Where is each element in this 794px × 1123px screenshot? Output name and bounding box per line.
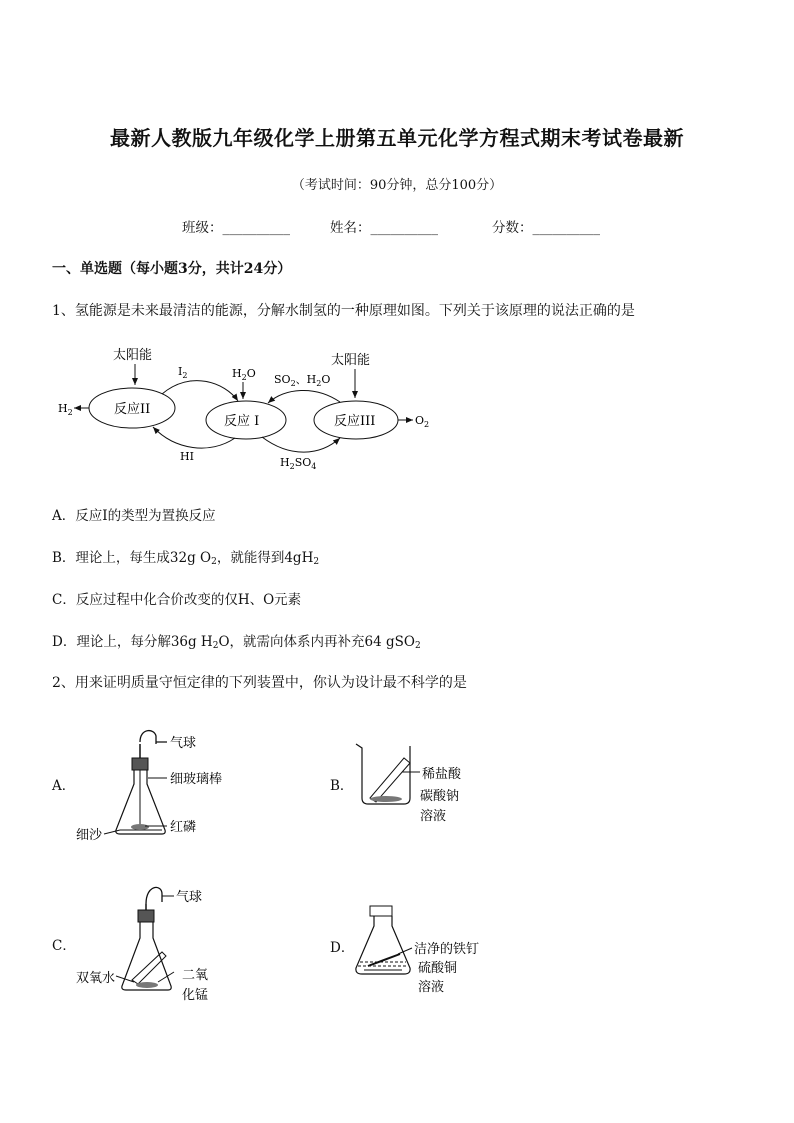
- d-copper-sulfate-label: 硫酸铜: [418, 961, 458, 976]
- apparatus-a-flask-diagram: [72, 722, 242, 847]
- reaction-3-label: 反应III: [334, 414, 376, 429]
- exam-title: 最新人教版九年级化学上册第五单元化学方程式期末考试卷最新: [110, 126, 684, 150]
- o2-product-label: $O_2$: [415, 414, 430, 429]
- q2-option-c-letter[interactable]: C．: [52, 938, 76, 954]
- q1-option-b[interactable]: B．理论上，每生成32g $O_2$，就能得到$4gH_2$: [52, 550, 320, 567]
- a-fine-sand-label: 细沙: [76, 828, 103, 843]
- b-hydrochloric-acid-label: 稀盐酸: [422, 767, 462, 782]
- q1-reaction-cycle-diagram: [50, 340, 450, 480]
- a-glass-rod-label: 细玻璃棒: [170, 772, 223, 787]
- h2so4-label: $H_2SO_4$: [280, 456, 317, 471]
- d-solution-label: 溶液: [418, 980, 445, 995]
- sun-energy-left: 太阳能: [113, 348, 153, 363]
- exam-subtitle: （考试时间：90分钟，总分100分）: [291, 178, 503, 193]
- q2-stem: 2、用来证明质量守恒定律的下列装置中，你认为设计最不科学的是: [52, 675, 467, 691]
- i2-label: $I_2$: [178, 365, 188, 380]
- apparatus-d-flask-diagram: [352, 900, 502, 1000]
- sun-energy-right: 太阳能: [331, 353, 371, 368]
- score-field: 分数：__________: [492, 220, 600, 236]
- h2-product-label: $H_2$: [58, 402, 73, 417]
- a-red-phosphorus-label: 红磷: [170, 820, 197, 835]
- c-manganese-dioxide-label-2: 化锰: [182, 988, 209, 1003]
- class-field: 班级：__________: [182, 220, 290, 236]
- b-solution-label: 溶液: [420, 809, 447, 824]
- c-manganese-dioxide-label-1: 二氧: [182, 968, 209, 983]
- q1-option-d[interactable]: D．理论上，每分解36g $H_2O$，就需向体系内再补充64 gSO$_2$: [52, 634, 421, 651]
- apparatus-b-beaker-diagram: [352, 736, 482, 831]
- b-sodium-carbonate-label: 碳酸钠: [420, 789, 460, 804]
- q2-option-a-letter[interactable]: A．: [52, 778, 76, 794]
- apparatus-c-flask-diagram: [72, 878, 242, 1003]
- hi-label: HI: [180, 450, 194, 463]
- section-heading: 一、单选题（每小题3分，共计24分）: [52, 261, 292, 277]
- q2-option-d-letter[interactable]: D．: [330, 940, 355, 956]
- a-balloon-label: 气球: [170, 736, 197, 751]
- c-balloon-label: 气球: [176, 890, 203, 905]
- so2-h2o-label: $SO_2$、$H_2O$: [274, 373, 331, 388]
- q1-option-c[interactable]: C．反应过程中化合价改变的仅H、O元素: [52, 592, 302, 608]
- reaction-1-label: 反应 I: [224, 414, 260, 429]
- d-iron-nail-label: 洁净的铁钉: [414, 942, 480, 957]
- q1-stem: 1、氢能源是未来最清洁的能源，分解水制氢的一种原理如图。下列关于该原理的说法正确的是: [52, 303, 635, 319]
- q2-option-b-letter[interactable]: B．: [330, 778, 354, 794]
- name-field: 姓名：__________: [330, 220, 438, 236]
- h2o-label: $H_2O$: [232, 367, 256, 382]
- c-hydrogen-peroxide-label: 双氧水: [76, 971, 116, 986]
- reaction-2-label: 反应II: [114, 402, 151, 417]
- q1-option-a[interactable]: A．反应Ⅰ的类型为置换反应: [52, 508, 216, 524]
